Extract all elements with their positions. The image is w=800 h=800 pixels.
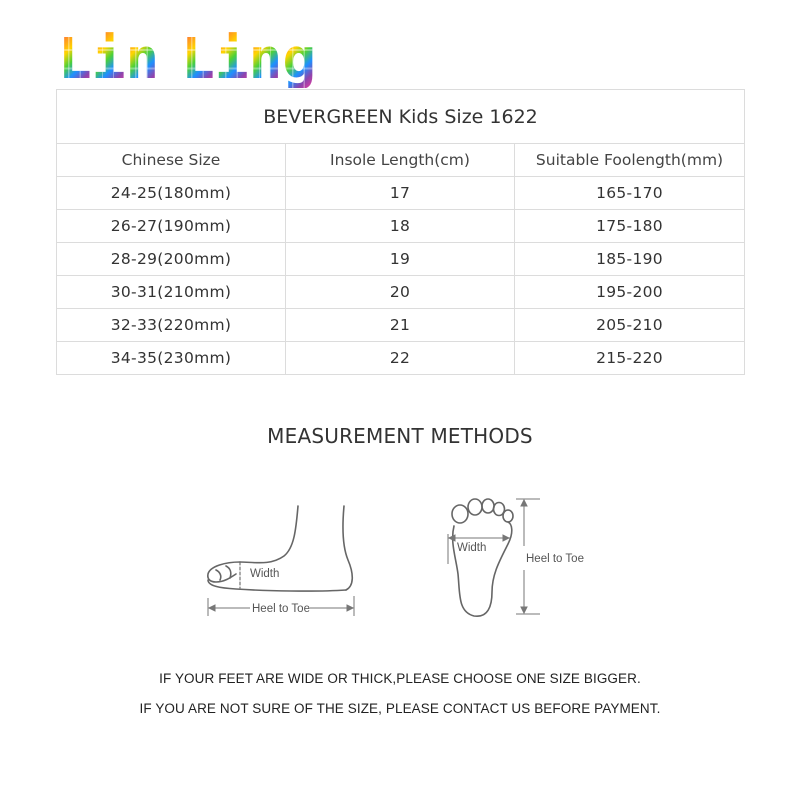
table-cell: 215-220 <box>515 342 745 375</box>
foot-side-view-diagram <box>196 500 366 625</box>
logo-letter: L <box>181 27 215 92</box>
side-width-label: Width <box>250 568 280 580</box>
table-cell: 28-29(200mm) <box>57 243 286 276</box>
table-row <box>57 276 745 309</box>
table-header-row <box>57 144 745 177</box>
brand-logo <box>58 22 317 92</box>
table-cell: 20 <box>286 276 515 309</box>
table-cell: 26-27(190mm) <box>57 210 286 243</box>
measurement-methods-title: MEASUREMENT METHODS <box>267 424 533 448</box>
table-cell: 185-190 <box>515 243 745 276</box>
table-cell: 195-200 <box>515 276 745 309</box>
table-cell: 21 <box>286 309 515 342</box>
table-title-row <box>57 90 745 144</box>
table-title: BEVERGREEN Kids Size 1622 <box>57 90 745 144</box>
column-header-foot-length: Suitable Foolength(mm) <box>515 144 745 177</box>
notice-contact-us: IF YOU ARE NOT SURE OF THE SIZE, PLEASE CONTACT US BEFORE PAYMENT. <box>139 701 661 716</box>
foot-side-view-icon <box>196 500 366 625</box>
table-cell: 24-25(180mm) <box>57 177 286 210</box>
table-cell: 19 <box>286 243 515 276</box>
table-cell: 32-33(220mm) <box>57 309 286 342</box>
foot-sole-view-diagram <box>430 494 605 622</box>
sole-width-label: Width <box>457 542 487 554</box>
size-chart-table <box>56 89 745 375</box>
table-cell: 22 <box>286 342 515 375</box>
table-row <box>57 243 745 276</box>
table-cell: 17 <box>286 177 515 210</box>
column-header-chinese-size: Chinese Size <box>57 144 286 177</box>
table-cell: 165-170 <box>515 177 745 210</box>
table-cell: 205-210 <box>515 309 745 342</box>
logo-letter: i <box>214 27 249 92</box>
table-cell: 34-35(230mm) <box>57 342 286 375</box>
logo-letter: n <box>125 27 160 92</box>
logo-letter: g <box>282 27 317 92</box>
foot-sole-icon <box>430 494 605 622</box>
sole-length-label: Heel to Toe <box>526 553 584 565</box>
table-row <box>57 177 745 210</box>
logo-letter: L <box>58 27 92 92</box>
table-row <box>57 210 745 243</box>
column-header-insole-length: Insole Length(cm) <box>286 144 515 177</box>
side-length-label: Heel to Toe <box>252 603 310 615</box>
table-cell: 18 <box>286 210 515 243</box>
notice-wide-feet: IF YOUR FEET ARE WIDE OR THICK,PLEASE CHOOSE ONE SIZE BIGGER. <box>159 671 641 686</box>
table-cell: 30-31(210mm) <box>57 276 286 309</box>
table-row <box>57 342 745 375</box>
table-row <box>57 309 745 342</box>
logo-letter: n <box>248 27 283 92</box>
logo-letter: i <box>91 27 126 92</box>
table-cell: 175-180 <box>515 210 745 243</box>
